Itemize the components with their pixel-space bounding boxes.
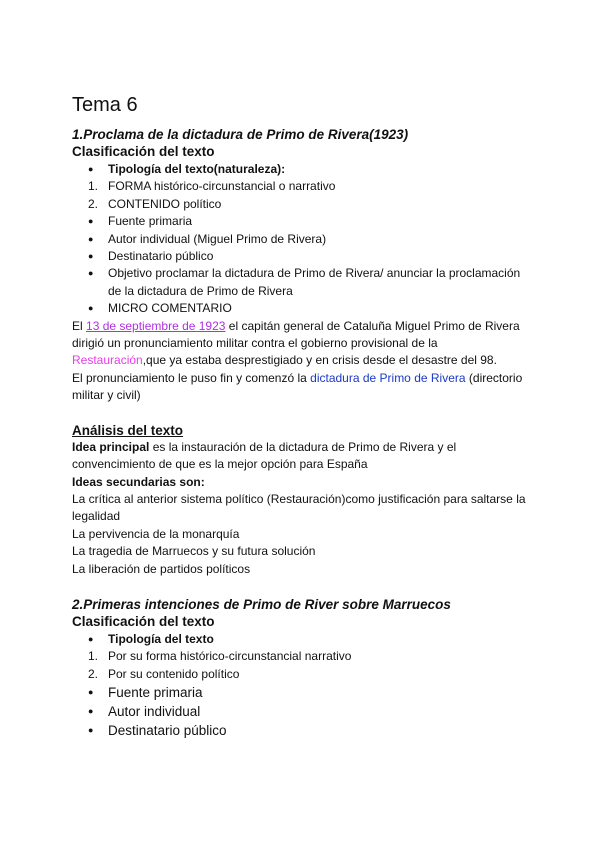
list-item-text: MICRO COMENTARIO	[108, 301, 232, 316]
list-number: 2.	[88, 196, 99, 211]
bullet-icon: ●	[88, 251, 94, 262]
micro-comentario-paragraph	[72, 318, 532, 370]
list-item	[86, 631, 532, 648]
list-item	[86, 231, 532, 248]
list-item	[86, 196, 532, 213]
secondary-ideas-label: Ideas secundarias son:	[72, 474, 205, 489]
list-number: 1.	[88, 179, 99, 194]
restauracion-text: Restauración	[72, 353, 143, 368]
analysis-heading: Análisis del texto	[72, 422, 184, 438]
list-item	[86, 300, 532, 317]
secondary-idea: La crítica al anterior sistema político (Restauración)como justificación para saltarse la legalidad	[72, 491, 526, 524]
secondary-idea: La liberación de partidos políticos	[72, 561, 251, 576]
p2-part1: El pronunciamiento le puso fin y comenzó la	[72, 370, 311, 385]
list-number: 1.	[88, 649, 99, 664]
bullet-icon: ●	[88, 216, 94, 227]
section1-classification-list	[72, 161, 532, 318]
bullet-icon: ●	[88, 633, 94, 644]
secondary-idea: La tragedia de Marruecos y su futura solución	[72, 544, 316, 559]
bullet-icon: ●	[88, 268, 94, 279]
document-page	[72, 92, 532, 740]
p2-part2: (directorio militar y civil)	[72, 370, 523, 403]
list-item-text: Fuente primaria	[108, 685, 203, 701]
list-item-text: Destinatario público	[108, 723, 227, 739]
list-item-text: Tipología del texto(naturaleza):	[108, 162, 286, 176]
secondary-idea: La pervivencia de la monarquía	[72, 526, 240, 541]
section2-classification-list	[72, 631, 532, 740]
list-item	[86, 721, 532, 740]
bullet-icon: ●	[88, 233, 94, 244]
main-idea-label: Idea principal	[72, 439, 150, 454]
bullet-icon: ●	[88, 706, 94, 717]
list-item	[86, 683, 532, 702]
document-title: Tema 6	[72, 94, 138, 116]
list-item-text: Autor individual	[108, 704, 201, 720]
section1-classification-heading: Clasificación del texto	[72, 144, 215, 159]
list-item-text: Autor individual (Miguel Primo de Rivera)	[108, 231, 327, 246]
list-item-text: Fuente primaria	[108, 214, 193, 229]
pronunciamiento-paragraph	[72, 370, 532, 405]
list-item	[86, 213, 532, 230]
list-item	[86, 666, 532, 683]
main-idea-text: es la instauración de la dictadura de Primo de Rivera y el convencimiento de que es la mejor opción para España	[72, 439, 457, 472]
section1-heading: 1.Proclama de la dictadura de Primo de Rivera(1923)	[72, 127, 409, 142]
list-item-text: Tipología del texto	[108, 631, 214, 646]
list-item-text: Objetivo proclamar la dictadura de Primo de Rivera/ anunciar la proclamación de la dictadura de Primo de Rivera	[108, 266, 521, 298]
bullet-icon: ●	[88, 687, 94, 698]
main-idea-paragraph	[72, 439, 532, 474]
list-item-text: Por su contenido político	[108, 666, 240, 681]
list-item	[86, 178, 532, 195]
list-item	[86, 648, 532, 665]
list-item-text: Destinatario público	[108, 249, 214, 264]
section2-heading: 2.Primeras intenciones de Primo de River sobre Marruecos	[72, 596, 451, 612]
list-item-text: FORMA histórico-circunstancial o narrativo	[108, 179, 336, 194]
bullet-icon: ●	[88, 164, 94, 174]
list-item	[86, 265, 532, 300]
date-link[interactable]: 13 de septiembre de 1923	[86, 318, 226, 333]
section2-classification-heading: Clasificación del texto	[72, 613, 215, 629]
secondary-ideas-list	[72, 491, 532, 578]
micro-part1: El	[72, 318, 87, 333]
list-item	[86, 702, 532, 721]
micro-part2: el capitán general de Cataluña Miguel Primo de Rivera dirigió un pronunciamiento militar contra el gobierno provisional de la	[72, 318, 520, 351]
list-item-text: Por su forma histórico-circunstancial narrativo	[108, 649, 352, 664]
bullet-icon: ●	[88, 303, 94, 314]
list-item-text: CONTENIDO político	[108, 196, 222, 211]
dictadura-link[interactable]: dictadura de Primo de Rivera	[310, 370, 466, 385]
bullet-icon: ●	[88, 725, 94, 736]
list-item	[86, 248, 532, 265]
micro-part3: ,que ya estaba desprestigiado y en crisis desde el desastre del 98.	[142, 353, 497, 368]
list-item	[86, 161, 532, 178]
list-number: 2.	[88, 666, 99, 681]
